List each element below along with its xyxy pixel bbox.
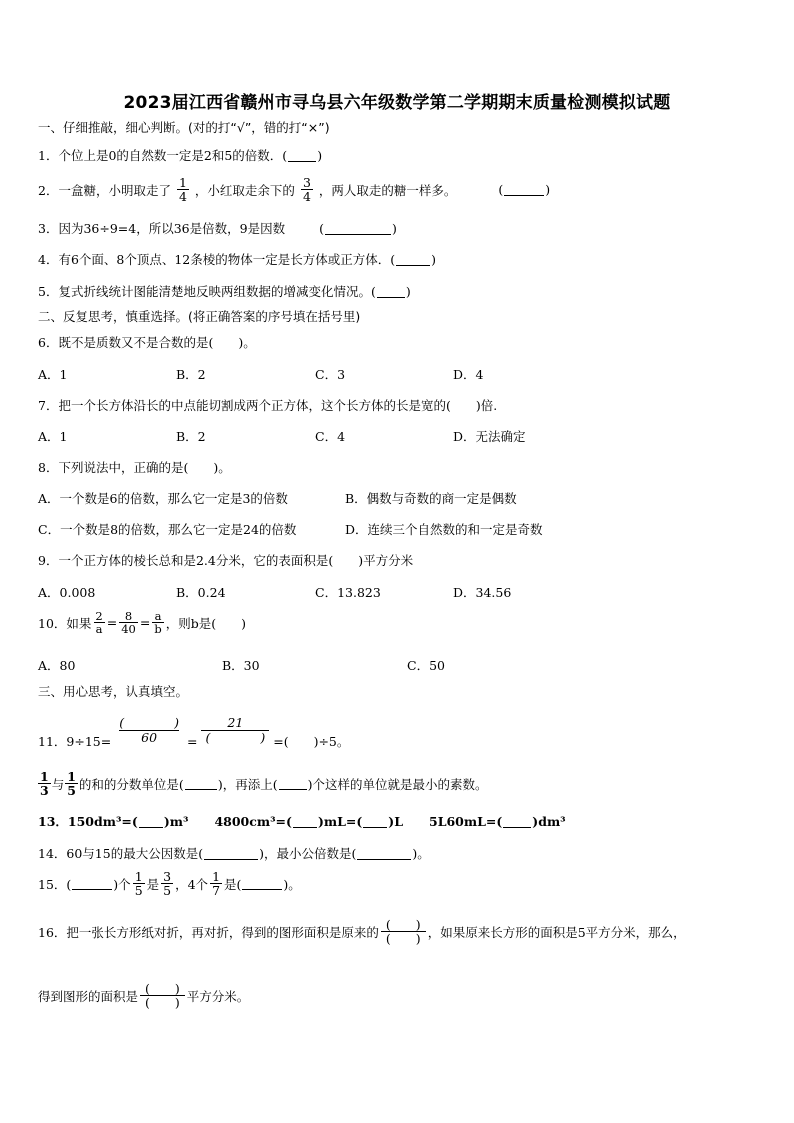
answer-fraction[interactable]: $\frac{( )}{( )}$ [140,982,185,1009]
fraction: $\frac{3}{4}$ [302,175,311,205]
option-b[interactable]: B．0.24 [176,585,226,600]
option-d[interactable]: D．连续三个自然数的和一定是奇数 [345,522,543,537]
fraction: $\frac{1}{5}$ [134,869,143,899]
question-7: 7．把一个长方体沿长的中点能切割成两个正方体，这个长方体的长是宽的( )倍. [38,398,498,413]
question-16-continued: 得到图形的面积是 $\frac{( )}{( )}$ 平方分米。 [38,981,250,1011]
option-d[interactable]: D．34.56 [453,585,512,600]
question-3: 3．因为36÷9=4，所以36是倍数，9是因数 ( ) [38,220,397,236]
fraction: $\frac{1}{4}$ [178,175,187,205]
fraction: $\frac{a}{b}$ [154,609,162,637]
section-2-heading: 二、反复思考，慎重选择。(将正确答案的序号填在括号里) [38,309,361,324]
question-14: 14．60与15的最大公因数是( )，最小公倍数是( )。 [38,846,430,861]
option-b[interactable]: B．2 [176,429,206,444]
question-12: $\frac{1}{3}$ 与 $\frac{1}{5}$ 的和的分数单位是( )，再添上( )个这样的单位就是最小的素数。 [40,769,488,799]
answer-blank[interactable] [325,222,391,235]
answer-blank[interactable] [139,815,163,828]
question-11: 11．9÷15= $\frac{( )}{60}$ = $\frac{21}{( )}$ =( )÷5。 [38,715,350,749]
option-b[interactable]: B．偶数与奇数的商一定是偶数 [345,491,517,506]
option-c[interactable]: C．3 [315,367,346,382]
question-5: 5．复式折线统计图能清楚地反映两组数据的增减变化情况。( ) [38,283,411,299]
question-15: 15．( )个 $\frac{1}{5}$ 是 $\frac{3}{5}$ ，4个 $\frac{1}{7}$ 是( )。 [38,869,301,899]
answer-blank[interactable] [363,815,387,828]
answer-blank[interactable] [242,877,282,890]
answer-blank[interactable] [288,149,316,162]
question-13: 13．150dm³=( )m³ 4800cm³=( )mL=( )L 5L60mL=( )dm³ [38,813,566,829]
answer-blank[interactable] [72,877,112,890]
option-c[interactable]: C．13.823 [315,585,381,600]
section-1-heading: 一、仔细推敲，细心判断。(对的打“√”，错的打“×”) [38,120,330,135]
fraction: $\frac{1}{7}$ [212,869,221,899]
option-c[interactable]: C．一个数是8的倍数，那么它一定是24的倍数 [38,522,297,537]
fraction: $\frac{3}{5}$ [163,869,172,899]
fraction: $\frac{1}{3}$ [40,769,49,799]
option-a[interactable]: A．0.008 [38,585,96,600]
answer-blank[interactable] [503,815,531,828]
question-10: 10．如果 $\frac{2}{a}$ = $\frac{8}{40}$ = $\frac{a}{b}$ ，则b是( ) [38,609,246,637]
page-title: 2023届江西省赣州市寻乌县六年级数学第二学期期末质量检测模拟试题 [123,93,671,113]
option-c[interactable]: C．4 [315,429,346,444]
answer-blank[interactable] [396,253,430,266]
option-d[interactable]: D．无法确定 [453,429,526,444]
answer-blank[interactable] [185,777,217,790]
question-2: 2．一盒糖，小明取走了 $\frac{1}{4}$ ，小红取走余下的 $\frac{3}{4}$ ，两人取走的糖一样多。 ( ) [38,175,551,205]
option-d[interactable]: D．4 [453,367,484,382]
option-c[interactable]: C．50 [407,658,445,673]
answer-blank[interactable] [293,815,317,828]
option-a[interactable]: A．1 [38,367,68,382]
question-9: 9．一个正方体的棱长总和是2.4分米，它的表面积是( )平方分米 [38,553,414,568]
fraction: $\frac{21}{( )}$ [201,716,269,743]
question-6: 6．既不是质数又不是合数的是( )。 [38,335,256,350]
fraction: $\frac{( )}{60}$ [119,715,179,745]
question-4: 4．有6个面、8个顶点、12条棱的物体一定是长方体或正方体．( ) [38,251,437,267]
option-a[interactable]: A．1 [38,429,68,444]
answer-fraction[interactable]: $\frac{( )}{( )}$ [381,918,426,945]
option-b[interactable]: B．2 [176,367,206,382]
answer-blank[interactable] [204,847,258,860]
option-a[interactable]: A．80 [38,658,76,673]
option-b[interactable]: B．30 [222,658,260,673]
question-16: 16．把一张长方形纸对折，再对折，得到的图形面积是原来的 $\frac{( )}{( )}$ ，如果原来长方形的面积是5平方分米，那么， [38,917,686,947]
fraction: $\frac{8}{40}$ [121,609,136,637]
question-8: 8．下列说法中，正确的是( )。 [38,460,231,475]
answer-blank[interactable] [377,285,405,298]
fraction: $\frac{2}{a}$ [95,609,103,637]
option-a[interactable]: A．一个数是6的倍数，那么它一定是3的倍数 [38,491,288,506]
section-3-heading: 三、用心思考，认真填空。 [38,684,189,699]
answer-blank[interactable] [279,777,307,790]
answer-blank[interactable] [357,847,411,860]
fraction: $\frac{1}{5}$ [67,769,76,799]
answer-blank[interactable] [504,183,544,196]
question-1: 1．个位上是0的自然数一定是2和5的倍数．( ) [38,147,323,163]
